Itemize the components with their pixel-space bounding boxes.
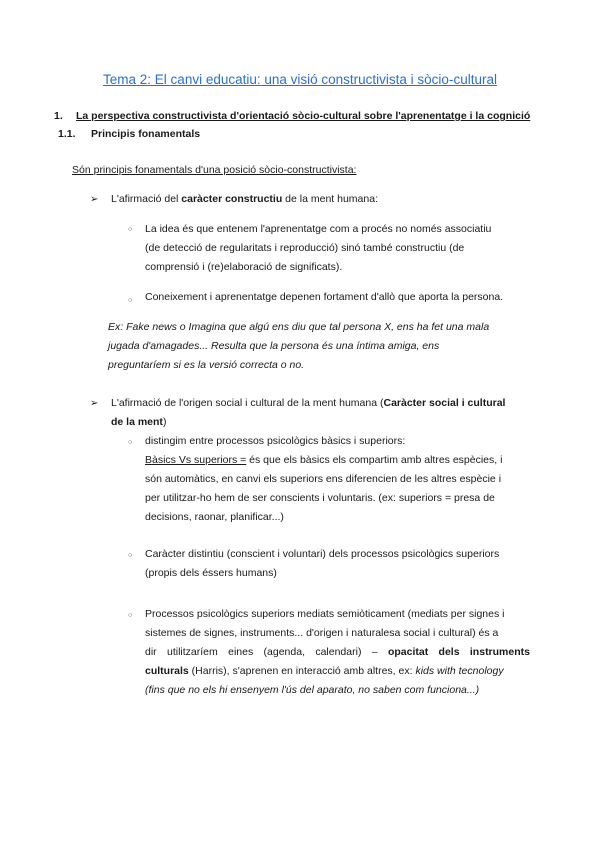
bullet-item-1-1: La idea és que entenem l'aprenentatge com a procés no només associatiu (de detecció de regularitats i reproducció) sinó també constructiu (de comprensió i (re)elaboració de significats). — [145, 223, 492, 273]
arrow-icon: ➢ — [90, 194, 99, 205]
page-title: Tema 2: El canvi educatiu: una visió constructivista i sòcio-cultural — [103, 72, 497, 87]
circle-bullet-icon: ○ — [128, 439, 133, 446]
example-text: Ex: Fake news o Imagina que algú ens diu que tal persona X, ens ha fet una mala jugada d'amagades... Resulta que la persona és una íntima amiga, ens preguntaríem si es la versió correcta o no. — [108, 321, 490, 371]
intro-text: Són principis fonamentals d'una posició sòcio-constructivista: — [72, 164, 357, 176]
section-title: La perspectiva constructivista d'orientació sòcio-cultural sobre l'aprenentatge i la cognició — [76, 110, 531, 122]
arrow-item-1: ➢ L'afirmació del caràcter constructiu de la ment humana: — [90, 193, 378, 205]
bullet-item-2-2: Caràcter distintiu (conscient i voluntari) dels processos psicològics superiors (propis dels éssers humans) — [145, 548, 500, 579]
subsection-title: Principis fonamentals — [91, 128, 201, 140]
section-number: 1. — [54, 110, 63, 122]
bullet-item-1-2: Coneixement i aprenentatge depenen fortament d'allò que aporta la persona. — [145, 291, 504, 303]
arrow-item-2: ➢ L'afirmació de l'origen social i cultural de la ment humana (Caràcter social i cultural de la ment) — [90, 394, 530, 432]
circle-bullet-icon: ○ — [128, 552, 133, 559]
circle-bullet-icon: ○ — [128, 226, 133, 233]
subsection-heading — [58, 128, 200, 140]
subsection-number: 1.1. — [58, 128, 76, 140]
circle-bullet-icon: ○ — [128, 612, 133, 619]
circle-bullet-icon: ○ — [128, 297, 133, 304]
arrow-icon: ➢ — [90, 398, 99, 409]
section-heading-1 — [54, 110, 530, 122]
bullet-item-2-3: Processos psicològics superiors mediats semiòticament (mediats per signes i sistemes de signes, instruments... d'origen i naturalesa social i cultural) és a dir utilitzaríem eines (agenda, calendari) – opacitat dels instruments culturals (Harris), s'aprenen en interacció amb altres, ex: kids with tecnology (fins que no els hi ensenyem l'ús del aparato, no saben com funciona...) — [145, 608, 530, 696]
bullet-item-2-1: distingim entre processos psicològics bàsics i superiors: Bàsics Vs superiors = és que els bàsics els compartim amb altres espècies, i són automàtics, en canvi els superiors ens diferencien de les altres espècie i per utilitzar-ho hem de ser conscients i voluntaris. (ex: superiors = presa de decisions, raonar, planificar...) — [145, 435, 503, 523]
